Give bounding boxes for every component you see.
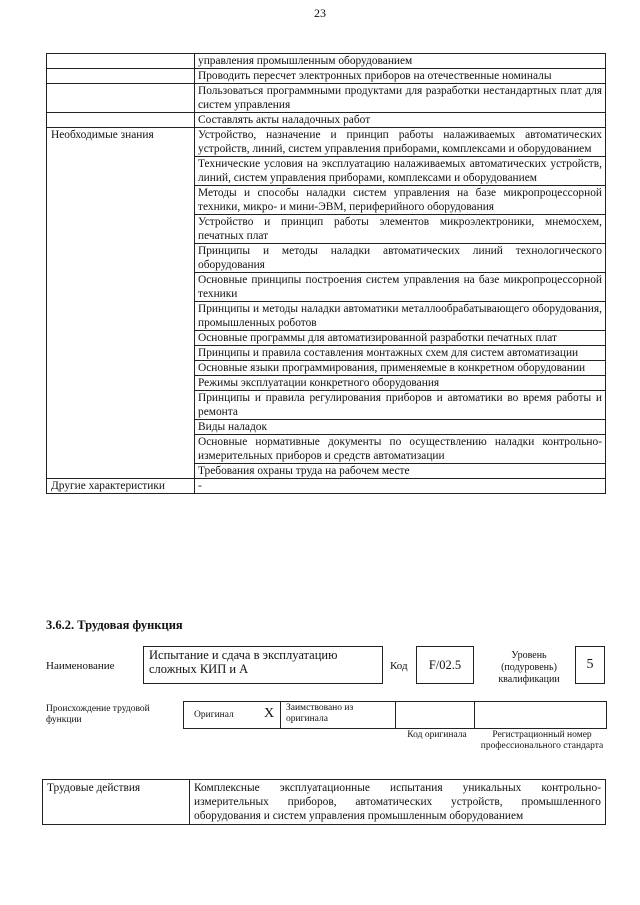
divider — [280, 702, 281, 728]
skill-cell: Составлять акты наладочных работ — [195, 113, 606, 128]
divider — [474, 702, 475, 728]
knowledge-cell: Основные принципы построения систем управления на базе микропроцессорной техники — [195, 273, 606, 302]
divider — [395, 702, 396, 728]
knowledge-cell: Принципы и методы наладки автоматики металлообрабатывающего оборудования, промышленных роботов — [195, 302, 606, 331]
original-label: Оригинал — [194, 710, 234, 720]
actions-label: Трудовые действия — [43, 780, 190, 825]
knowledge-cell: Основные нормативные документы по осуществлению наладки контрольно-измерительных приборов и средств автоматизации — [195, 435, 606, 464]
knowledge-cell: Технические условия на эксплуатацию налаживаемых автоматических устройств, линий, систем управления приборами, комплексами и оборудованием — [195, 157, 606, 186]
code-label: Код — [390, 660, 408, 672]
other-value: - — [195, 479, 606, 494]
actions-value: Комплексные эксплуатационные испытания уникальных контрольно-измерительных приборов, автоматических устройств, промышленного оборудования и систем управления промышленным оборудованием — [190, 780, 606, 825]
knowledge-cell: Принципы и правила составления монтажных схем для систем автоматизации — [195, 346, 606, 361]
skill-cell: управления промышленным оборудованием — [195, 54, 606, 69]
knowledge-cell: Режимы эксплуатации конкретного оборудования — [195, 376, 606, 391]
knowledge-cell: Виды наладок — [195, 420, 606, 435]
name-label: Наименование — [46, 660, 115, 672]
reg-caption: Регистрационный номер профессионального стандарта — [480, 730, 604, 751]
table-row — [47, 128, 606, 157]
original-mark: X — [264, 706, 275, 721]
table-row — [43, 780, 606, 825]
page-number: 23 — [314, 6, 326, 20]
table-row — [47, 69, 606, 84]
knowledge-cell: Основные программы для автоматизированной разработки печатных плат — [195, 331, 606, 346]
section-title: 3.6.2. Трудовая функция — [46, 618, 183, 632]
table-row — [47, 113, 606, 128]
knowledge-cell: Устройство, назначение и принцип работы налаживаемых автоматических устройств, линий, систем управления приборами, комплексами и оборудованием — [195, 128, 606, 157]
knowledge-cell: Принципы и правила регулирования приборов и автоматики во время работы и ремонта — [195, 391, 606, 420]
borrowed-label: Заимствовано из оригинала — [286, 703, 354, 724]
origin-label: Происхождение трудовой функции — [46, 704, 150, 725]
level-value: 5 — [575, 646, 605, 684]
name-value: Испытание и сдача в эксплуатацию сложных КИП и А — [143, 646, 383, 684]
knowledge-cell: Требования охраны труда на рабочем месте — [195, 464, 606, 479]
knowledge-cell: Устройство и принцип работы элементов микроэлектроники, мнемосхем, печатных плат — [195, 215, 606, 244]
skill-cell: Пользоваться программными продуктами для разработки нестандартных плат для систем управления — [195, 84, 606, 113]
knowledge-cell: Основные языки программирования, применяемые в конкретном оборудовании — [195, 361, 606, 376]
level-label: Уровень (подуровень) квалификации — [498, 650, 560, 685]
code-caption: Код оригинала — [407, 730, 467, 740]
knowledge-cell: Принципы и методы наладки автоматических линий технологического оборудования — [195, 244, 606, 273]
actions-table — [42, 779, 606, 825]
origin-box — [183, 701, 607, 729]
competency-table — [46, 53, 606, 494]
table-row — [47, 479, 606, 494]
table-row — [47, 84, 606, 113]
code-value: F/02.5 — [416, 646, 474, 684]
knowledge-label: Необходимые знания — [47, 128, 195, 479]
knowledge-cell: Методы и способы наладки систем управления на базе микропроцессорной техники, микро- и мини-ЭВМ, периферийного оборудования — [195, 186, 606, 215]
skill-cell: Проводить пересчет электронных приборов на отечественные номиналы — [195, 69, 606, 84]
table-row — [47, 54, 606, 69]
other-label: Другие характеристики — [47, 479, 195, 494]
